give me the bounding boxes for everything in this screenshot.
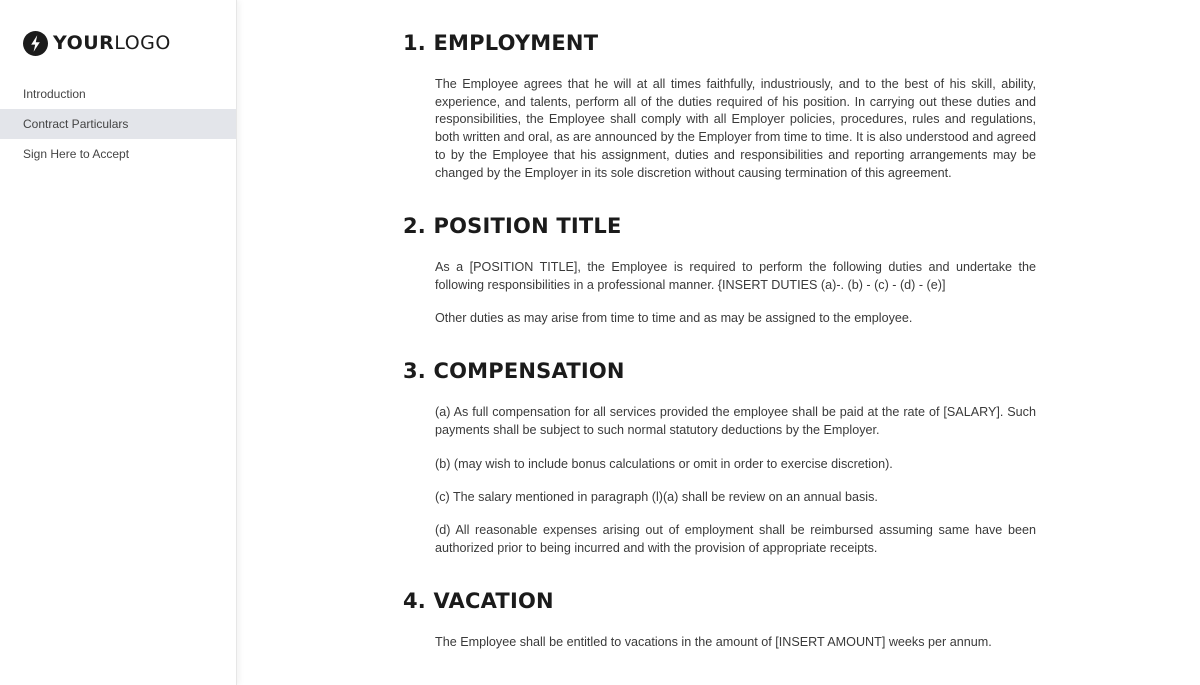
position-title-paragraph-1: As a [POSITION TITLE], the Employee is required to perform the following duties and undertake the following responsibilities in a professional manner. {INSERT DUTIES (a)-. (b) - (c) - (d) - (e)] bbox=[435, 260, 1036, 292]
sidebar-item-contract-particulars[interactable]: Contract Particulars bbox=[0, 109, 236, 139]
lightning-bolt-icon bbox=[23, 31, 48, 56]
document-content bbox=[237, 0, 1200, 685]
position-title-paragraph-2: Other duties as may arise from time to time and as may be assigned to the employee. bbox=[435, 311, 913, 325]
logo[interactable] bbox=[23, 30, 171, 56]
section-title-position-title: 2. POSITION TITLE bbox=[403, 214, 622, 238]
sidebar-item-introduction[interactable]: Introduction bbox=[23, 87, 86, 101]
sidebar bbox=[0, 0, 237, 685]
sidebar-nav bbox=[0, 79, 236, 169]
section-title-employment: 1. EMPLOYMENT bbox=[403, 31, 599, 55]
compensation-paragraph-c: (c) The salary mentioned in paragraph (l)(a) shall be review on an annual basis. bbox=[435, 490, 878, 504]
vacation-paragraph: The Employee shall be entitled to vacations in the amount of [INSERT AMOUNT] weeks per annum. bbox=[435, 635, 992, 649]
logo-text-light: LOGO bbox=[114, 32, 171, 54]
compensation-paragraph-b: (b) (may wish to include bonus calculations or omit in order to exercise discretion). bbox=[435, 457, 893, 471]
section-title-vacation: 4. VACATION bbox=[403, 589, 554, 613]
employment-paragraph: The Employee agrees that he will at all times faithfully, industriously, and to the best of his skill, ability, experience, and talents, perform all of the duties required of his position. In carrying out these duties and responsibilities, the Employee shall comply with all Employer policies, procedures, rules and regulations, both written and oral, as are announced by the Employer from time to time. It is also understood and agreed to by the Employee that his assignment, duties and responsibilities and reporting arrangements may be changed by the Employer in its sole discretion without causing termination of this agreement. bbox=[435, 77, 1036, 180]
section-title-compensation: 3. COMPENSATION bbox=[403, 359, 625, 383]
logo-text-bold: YOUR bbox=[53, 32, 115, 54]
sidebar-item-sign-here-to-accept[interactable]: Sign Here to Accept bbox=[23, 147, 130, 161]
compensation-paragraph-d: (d) All reasonable expenses arising out of employment shall be reimbursed assuming same have been authorized prior to being incurred and with the provision of appropriate receipts. bbox=[435, 523, 1036, 555]
logo-text bbox=[53, 30, 171, 56]
compensation-paragraph-a: (a) As full compensation for all services provided the employee shall be paid at the rate of [SALARY]. Such payments shall be subject to such normal statutory deductions by the Employer. bbox=[435, 405, 1036, 437]
